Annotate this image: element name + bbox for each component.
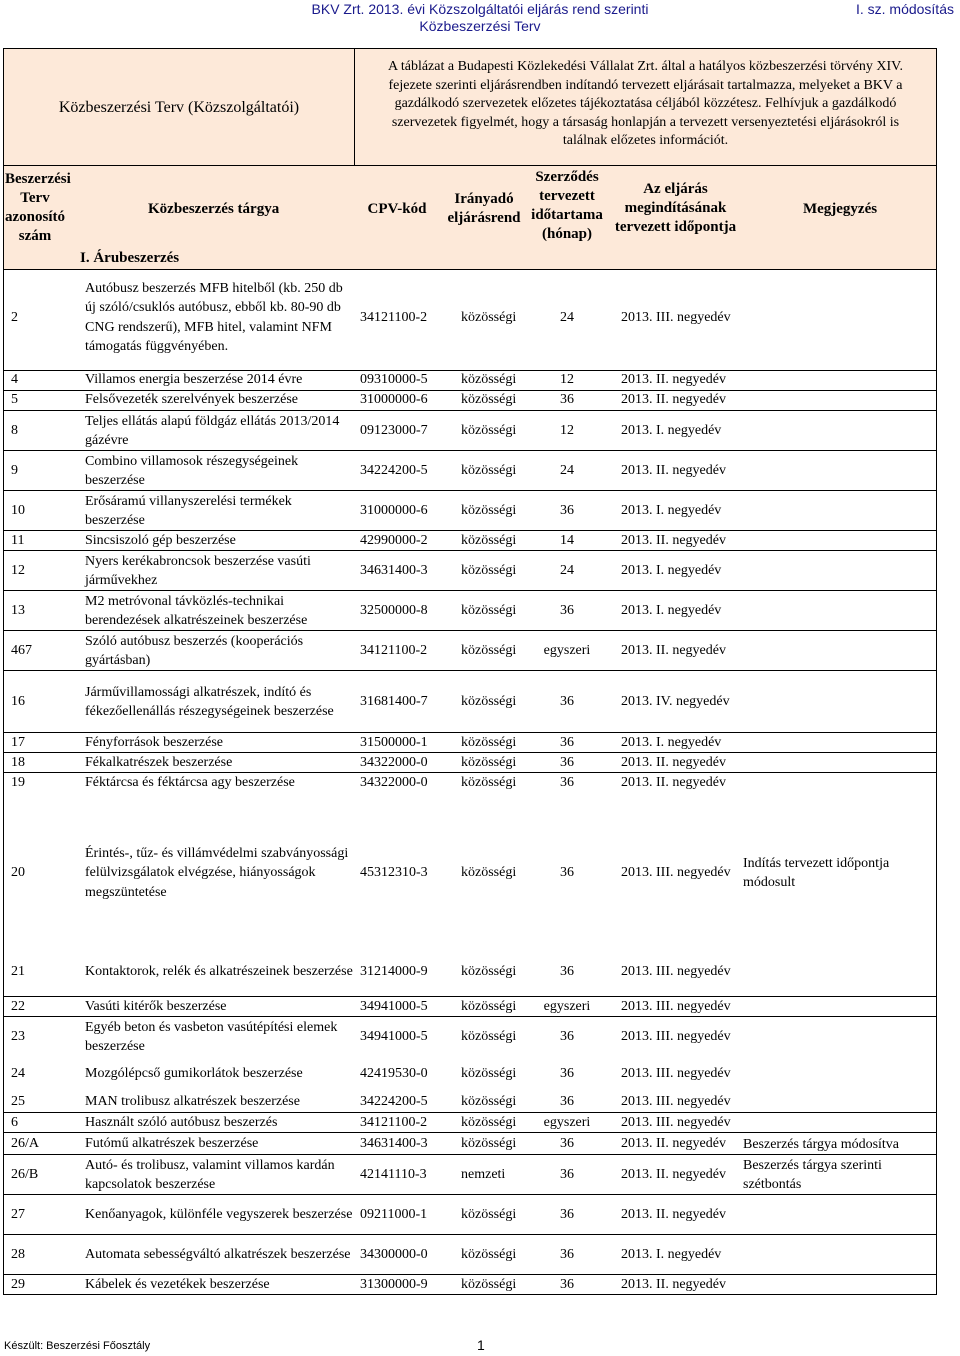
row-procedure: közösségi	[461, 775, 517, 790]
row-id: 26/A	[11, 1136, 39, 1151]
row-cpv: 34322000-0	[360, 775, 428, 790]
row-id: 9	[11, 463, 18, 478]
row-cpv: 31000000-6	[360, 503, 428, 518]
revision-label: I. sz. módosítás	[855, 1, 954, 17]
row-subject: Érintés-, tűz- és villámvédelmi szabványossági felülvizsgálatok elvégzése, hiányosságok megszüntetése	[85, 845, 349, 900]
row-cpv: 34941000-5	[360, 999, 428, 1014]
table-row	[3, 590, 937, 631]
row-procedure: közösségi	[461, 694, 517, 709]
table-row	[3, 1092, 937, 1112]
row-duration: 36	[560, 1277, 574, 1292]
table-row	[3, 732, 937, 753]
row-subject: Erősáramú villanyszerelési termékek beszerzése	[85, 493, 292, 528]
row-id: 10	[11, 503, 25, 518]
table-row	[3, 1154, 937, 1195]
row-note	[743, 733, 938, 753]
row-note	[743, 671, 938, 733]
row-cpv: 34941000-5	[360, 1029, 428, 1044]
row-start: 2013. III. negyedév	[621, 1029, 731, 1044]
column-header-subject: Közbeszerzés tárgya	[148, 201, 280, 217]
row-subject: Járművillamossági alkatrészek, indító és fékezőellenállás részegységeinek beszerzése	[85, 684, 334, 719]
plan-title: Közbeszerzési Terv (Közszolgáltatói)	[58, 99, 300, 116]
row-start: 2013. II. negyedév	[621, 1167, 726, 1182]
row-note	[743, 997, 938, 1017]
row-start: 2013. II. negyedév	[621, 643, 726, 658]
row-duration: 36	[560, 1094, 574, 1109]
row-cpv: 34631400-3	[360, 563, 428, 578]
row-duration: egyszeri	[543, 1115, 591, 1130]
row-duration: 36	[560, 1066, 574, 1081]
row-note	[743, 371, 938, 388]
row-id: 5	[11, 391, 18, 407]
row-procedure: közösségi	[461, 371, 517, 387]
row-start: 2013. III. negyedév	[621, 1066, 731, 1081]
column-header-duration: Szerződés tervezett időtartama (hónap)	[531, 169, 603, 242]
row-note: Indítás tervezett időpontja módosult	[743, 856, 890, 890]
table-row	[3, 996, 937, 1017]
table-row	[3, 772, 937, 793]
row-cpv: 34322000-0	[360, 755, 428, 770]
table-row	[3, 1274, 937, 1295]
row-start: 2013. II. negyedév	[621, 391, 726, 407]
row-id: 26/B	[11, 1167, 39, 1182]
row-note	[743, 1092, 938, 1112]
row-subject: Futómű alkatrészek beszerzése	[85, 1136, 259, 1152]
row-cpv: 09310000-5	[360, 371, 428, 387]
row-note: Beszerzés tárgya szerinti szétbontás	[743, 1158, 882, 1192]
row-subject: Mozgólépcső gumikorlátok beszerzése	[85, 1066, 303, 1082]
row-start: 2013. I. negyedév	[621, 1247, 722, 1262]
row-duration: 36	[560, 775, 574, 790]
column-header-note: Megjegyzés	[802, 201, 878, 217]
row-cpv: 34224200-5	[360, 463, 428, 478]
row-subject: Fékalkatrészek beszerzése	[85, 755, 233, 771]
row-procedure: közösségi	[461, 865, 517, 880]
row-note	[743, 1195, 938, 1235]
row-procedure: közösségi	[461, 391, 517, 407]
row-duration: 36	[560, 964, 574, 979]
row-note	[743, 591, 938, 631]
row-note: Beszerzés tárgya módosítva	[743, 1136, 900, 1152]
title-line-1: BKV Zrt. 2013. évi Közszolgáltatói eljárás rend szerinti	[311, 1, 649, 17]
row-id: 29	[11, 1277, 25, 1292]
row-procedure: közösségi	[461, 643, 517, 658]
row-cpv: 42990000-2	[360, 533, 428, 548]
row-subject: Villamos energia beszerzése 2014 évre	[85, 371, 303, 387]
row-note	[743, 1056, 938, 1092]
row-start: 2013. IV. negyedév	[621, 694, 730, 709]
row-id: 25	[11, 1094, 25, 1109]
row-start: 2013. I. negyedév	[621, 503, 722, 518]
row-start: 2013. I. negyedév	[621, 423, 722, 438]
row-id: 13	[11, 603, 25, 618]
row-start: 2013. III. negyedév	[621, 865, 731, 880]
row-note	[743, 551, 938, 591]
row-cpv: 42141110-3	[360, 1167, 427, 1182]
row-duration: 36	[560, 694, 574, 709]
row-subject: Kábelek és vezetékek beszerzése	[85, 1277, 270, 1293]
row-id: 20	[11, 865, 25, 880]
row-procedure: közösségi	[461, 1066, 517, 1081]
row-procedure: közösségi	[461, 999, 517, 1014]
row-note	[743, 773, 938, 793]
row-id: 18	[11, 755, 25, 770]
row-cpv: 31681400-7	[360, 694, 428, 709]
row-duration: 36	[560, 865, 574, 880]
row-start: 2013. III. negyedév	[621, 964, 731, 979]
row-subject: Kenőanyagok, különféle vegyszerek beszerzése	[85, 1207, 353, 1223]
row-start: 2013. II. negyedév	[621, 371, 726, 387]
row-note	[743, 1275, 938, 1295]
row-duration: 24	[560, 563, 574, 578]
row-procedure: közösségi	[461, 533, 517, 548]
row-id: 6	[11, 1115, 18, 1130]
row-start: 2013. I. negyedév	[621, 735, 722, 750]
row-duration: 36	[560, 603, 574, 618]
row-procedure: közösségi	[461, 755, 517, 770]
table-row	[3, 1234, 937, 1275]
row-start: 2013. II. negyedév	[621, 1207, 726, 1222]
section-label: I. Árubeszerzés	[80, 250, 180, 266]
row-duration: egyszeri	[543, 643, 591, 658]
row-note	[743, 1113, 938, 1133]
row-start: 2013. III. negyedév	[621, 1094, 731, 1109]
row-duration: 36	[560, 1207, 574, 1222]
row-start: 2013. II. negyedév	[621, 1277, 726, 1292]
table-row	[3, 490, 937, 531]
row-duration: 14	[560, 533, 574, 548]
row-cpv: 32500000-8	[360, 603, 428, 618]
row-duration: 24	[560, 463, 574, 478]
row-cpv: 42419530-0	[360, 1066, 428, 1081]
row-note	[743, 1017, 938, 1057]
row-id: 8	[11, 423, 18, 438]
row-duration: 36	[560, 1167, 574, 1182]
row-note	[743, 276, 938, 359]
row-procedure: közösségi	[461, 735, 517, 750]
intro-note: A táblázat a Budapesti Közlekedési Vállalat Zrt. által a hatályos közbeszerzési törvény XIV. fejezete szerinti eljárásrendben indítandó tervezett eljárásait tartalmazza, melyeket a BKV a gazdálkodó szervezetek előzetes tájékoztatása céljából közzétesz. Felhívjuk a gazdálkodó szervezetek figyelmét, hogy a társaság honlapján a tervezett versenyeztetési eljárásokról is találnak előzetes információt.	[355, 48, 937, 166]
row-duration: 36	[560, 391, 574, 407]
table-row	[3, 752, 937, 773]
row-cpv: 09123000-7	[360, 423, 428, 438]
row-procedure: nemzeti	[461, 1167, 506, 1182]
row-cpv: 34121100-2	[360, 1115, 428, 1130]
row-note	[743, 451, 938, 491]
row-id: 21	[11, 964, 25, 979]
row-subject: Egyéb beton és vasbeton vasútépítési elemek beszerzése	[85, 1019, 338, 1054]
row-start: 2013. I. negyedév	[621, 563, 722, 578]
row-note	[743, 631, 938, 671]
row-cpv: 31300000-9	[360, 1277, 428, 1292]
row-note	[743, 1235, 938, 1275]
row-duration: 36	[560, 735, 574, 750]
row-subject: Féktárcsa és féktárcsa agy beszerzése	[85, 775, 295, 791]
row-start: 2013. II. negyedév	[621, 1136, 726, 1151]
row-cpv: 31214000-9	[360, 964, 428, 979]
table-row	[3, 550, 937, 591]
table-row	[3, 1112, 937, 1133]
table-row	[3, 370, 937, 388]
row-duration: 36	[560, 1247, 574, 1262]
column-header-start: Az eljárás megindításának tervezett időpontja	[614, 181, 737, 235]
row-subject: Vasúti kitérők beszerzése	[85, 999, 227, 1015]
row-subject: Autóbusz beszerzés MFB hitelből (kb. 250 db új szóló/csuklós autóbusz, ebből kb. 80-90 db CNG rendszerű), MFB hitel, valamint NFM támogatás függvényében.	[85, 280, 343, 354]
row-cpv: 34121100-2	[360, 309, 428, 325]
table-row	[3, 390, 937, 408]
row-id: 19	[11, 775, 25, 790]
row-subject: Felsővezeték szerelvények beszerzése	[85, 391, 298, 407]
table-row	[3, 410, 937, 451]
row-procedure: közösségi	[461, 1029, 517, 1044]
document-title	[260, 1, 700, 35]
row-start: 2013. I. negyedév	[621, 603, 722, 618]
row-duration: 12	[560, 371, 574, 387]
row-cpv: 45312310-3	[360, 865, 428, 880]
row-procedure: közösségi	[461, 1207, 517, 1222]
row-cpv: 34224200-5	[360, 1094, 428, 1109]
row-start: 2013. III. negyedév	[621, 309, 731, 325]
row-id: 24	[11, 1066, 25, 1081]
column-header-id: Beszerzési Terv azonosító szám	[5, 171, 71, 244]
row-procedure: közösségi	[461, 1136, 517, 1151]
column-header-cpv: CPV-kód	[367, 201, 427, 217]
table-row	[3, 1194, 937, 1235]
row-procedure: közösségi	[461, 1277, 517, 1292]
table-row	[3, 276, 937, 359]
row-subject: Combino villamosok részegységeinek beszerzése	[85, 453, 299, 488]
row-start: 2013. III. negyedév	[621, 1115, 731, 1130]
row-procedure: közösségi	[461, 309, 517, 325]
row-note	[743, 531, 938, 551]
row-start: 2013. III. negyedév	[621, 999, 731, 1014]
row-id: 27	[11, 1207, 25, 1222]
row-duration: egyszeri	[543, 999, 591, 1014]
row-subject: Sincsiszoló gép beszerzése	[85, 533, 236, 549]
row-id: 2	[11, 309, 18, 325]
row-subject: Fényforrások beszerzése	[85, 735, 223, 751]
row-id: 12	[11, 563, 25, 578]
table-row	[3, 1132, 937, 1155]
row-id: 28	[11, 1247, 25, 1262]
plan-title-box	[3, 48, 355, 166]
row-note	[743, 753, 938, 773]
table-row	[3, 630, 937, 671]
row-id: 467	[11, 643, 32, 658]
row-procedure: közösségi	[461, 563, 517, 578]
row-subject: Kontaktorok, relék és alkatrészeinek beszerzése	[85, 964, 353, 980]
row-procedure: közösségi	[461, 1247, 517, 1262]
table-row	[3, 670, 937, 733]
row-procedure: közösségi	[461, 1115, 517, 1130]
row-procedure: közösségi	[461, 603, 517, 618]
row-id: 23	[11, 1029, 25, 1044]
row-id: 4	[11, 371, 18, 387]
row-note	[743, 411, 938, 451]
row-subject: Nyers kerékabroncsok beszerzése vasúti járművekhez	[85, 553, 311, 588]
row-note	[743, 491, 938, 531]
row-duration: 12	[560, 423, 574, 438]
row-duration: 36	[560, 1029, 574, 1044]
row-cpv: 34631400-3	[360, 1136, 428, 1151]
row-start: 2013. II. negyedév	[621, 755, 726, 770]
row-cpv: 34300000-0	[360, 1247, 428, 1262]
row-subject: Teljes ellátás alapú földgáz ellátás 2013/2014 gázévre	[85, 413, 340, 448]
row-subject: M2 metróvonal távközlés-technikai berendezések alkatrészeinek beszerzése	[85, 593, 308, 628]
page-number: 1	[477, 1337, 485, 1353]
table-row	[3, 818, 937, 928]
table-row	[3, 948, 937, 996]
row-cpv: 09211000-1	[360, 1207, 428, 1222]
row-note	[743, 391, 938, 408]
row-procedure: közösségi	[461, 964, 517, 979]
row-id: 22	[11, 999, 25, 1014]
table-row	[3, 1056, 937, 1092]
row-procedure: közösségi	[461, 1094, 517, 1109]
row-subject: Autó- és trolibusz, valamint villamos kardán kapcsolatok beszerzése	[85, 1157, 335, 1192]
row-start: 2013. II. negyedév	[621, 533, 726, 548]
row-duration: 24	[560, 309, 574, 325]
row-subject: Automata sebességváltó alkatrészek beszerzése	[85, 1247, 351, 1263]
table-row	[3, 1016, 937, 1057]
row-start: 2013. II. negyedév	[621, 775, 726, 790]
row-duration: 36	[560, 503, 574, 518]
row-start: 2013. II. negyedév	[621, 463, 726, 478]
row-cpv: 31000000-6	[360, 391, 428, 407]
row-cpv: 34121100-2	[360, 643, 428, 658]
row-duration: 36	[560, 755, 574, 770]
row-subject: MAN trolibusz alkatrészek beszerzése	[85, 1094, 300, 1110]
column-header-procedure: Irányadó eljárásrend	[447, 191, 521, 226]
row-id: 17	[11, 735, 25, 750]
row-cpv: 31500000-1	[360, 735, 428, 750]
row-note	[743, 948, 938, 996]
title-line-2: Közbeszerzési Terv	[419, 18, 541, 34]
row-procedure: közösségi	[461, 423, 517, 438]
row-id: 16	[11, 694, 25, 709]
row-duration: 36	[560, 1136, 574, 1151]
table-row	[3, 530, 937, 551]
table-row	[3, 450, 937, 491]
row-subject: Használt szóló autóbusz beszerzés	[85, 1115, 278, 1131]
row-procedure: közösségi	[461, 463, 517, 478]
row-subject: Szóló autóbusz beszerzés (kooperációs gyártásban)	[85, 633, 304, 668]
row-procedure: közösségi	[461, 503, 517, 518]
row-id: 11	[11, 533, 25, 548]
footer-prepared-by: Készült: Beszerzési Főosztály	[4, 1340, 151, 1352]
